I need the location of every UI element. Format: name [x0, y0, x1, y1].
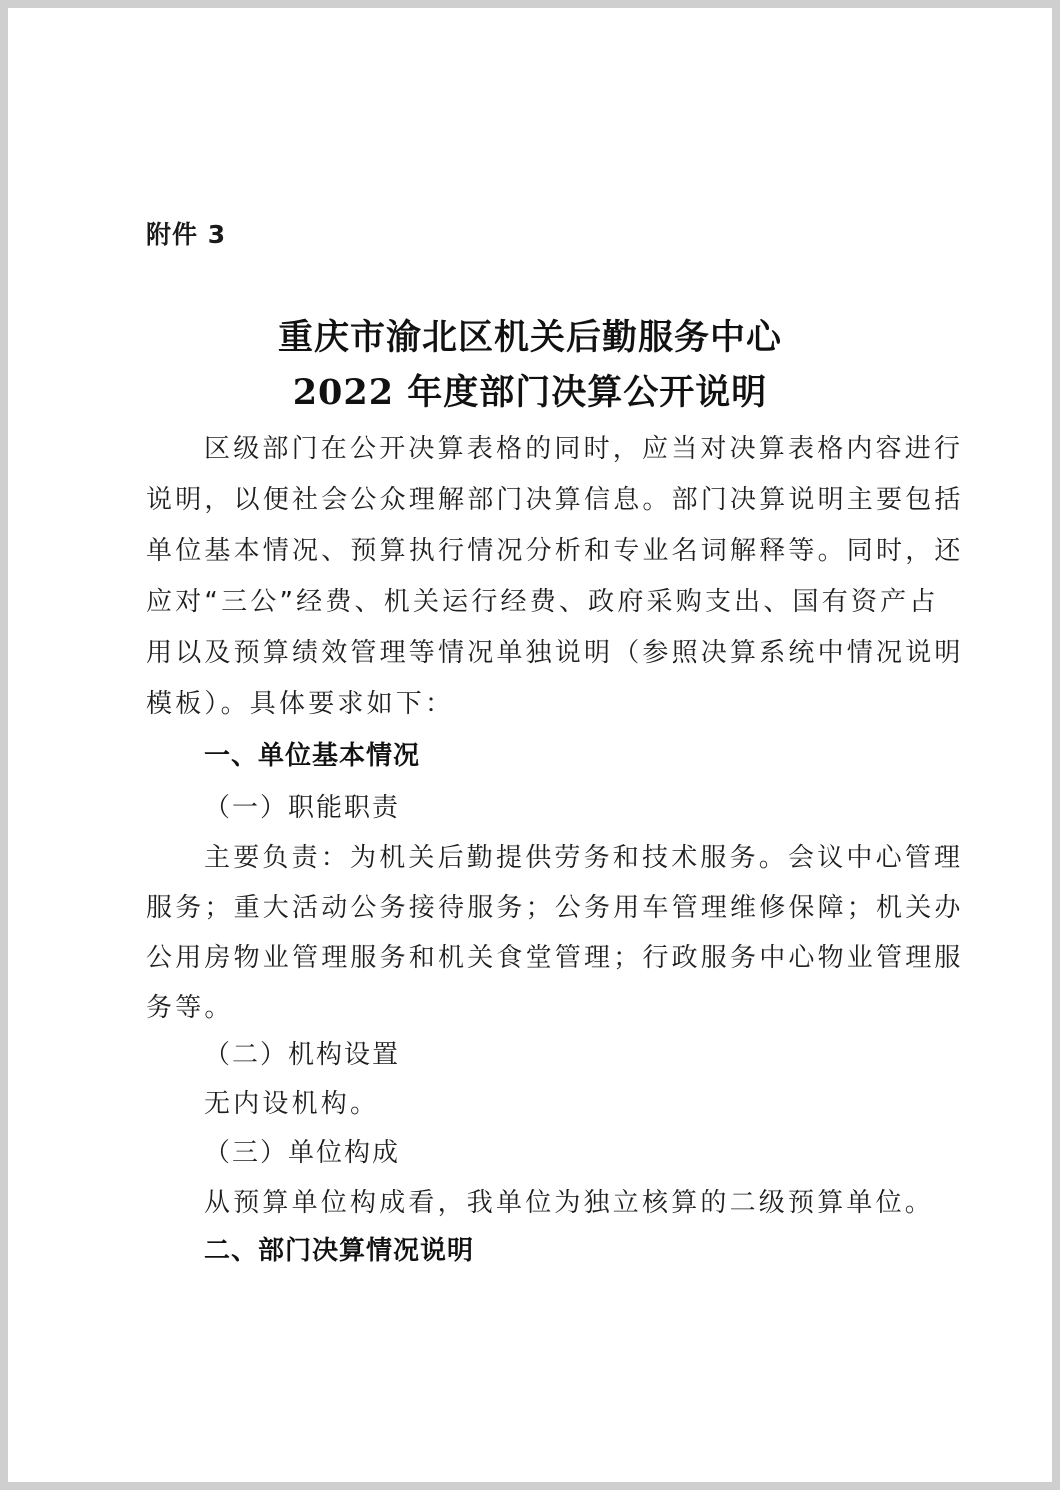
composition-line: 从预算单位构成看，我单位为独立核算的二级预算单位。	[204, 1188, 935, 1218]
intro-line: 区级部门在公开决算表格的同时，应当对决算表格内容进行	[204, 434, 964, 464]
attachment-label: 附件 3	[146, 220, 227, 249]
sub3-heading: （三）单位构成	[204, 1138, 401, 1168]
intro-line: 模板）。具体要求如下：	[146, 689, 455, 719]
org-line: 无内设机构。	[204, 1089, 380, 1119]
duties-line: 服务；重大活动公务接待服务；公务用车管理维修保障；机关办	[146, 893, 964, 923]
duties-line: 主要负责：为机关后勤提供劳务和技术服务。会议中心管理	[204, 843, 964, 873]
intro-line: 应对“三公”经费、机关运行经费、政府采购支出、国有资产占	[146, 587, 939, 617]
document-page	[8, 8, 1052, 1482]
section1-heading: 一、单位基本情况	[204, 741, 421, 771]
sub2-heading: （二）机构设置	[204, 1040, 401, 1070]
document-title-line2: 2022 年度部门决算公开说明	[292, 372, 768, 413]
duties-line: 务等。	[146, 993, 234, 1023]
duties-line: 公用房物业管理服务和机关食堂管理；行政服务中心物业管理服	[146, 943, 964, 973]
intro-line: 用以及预算绩效管理等情况单独说明（参照决算系统中情况说明	[146, 638, 964, 668]
sub1-heading: （一）职能职责	[204, 793, 401, 823]
document-title-line1: 重庆市渝北区机关后勤服务中心	[277, 317, 782, 358]
intro-line: 说明，以便社会公众理解部门决算信息。部门决算说明主要包括	[146, 485, 964, 515]
intro-line: 单位基本情况、预算执行情况分析和专业名词解释等。同时，还	[146, 536, 964, 566]
section2-heading: 二、部门决算情况说明	[204, 1236, 475, 1266]
